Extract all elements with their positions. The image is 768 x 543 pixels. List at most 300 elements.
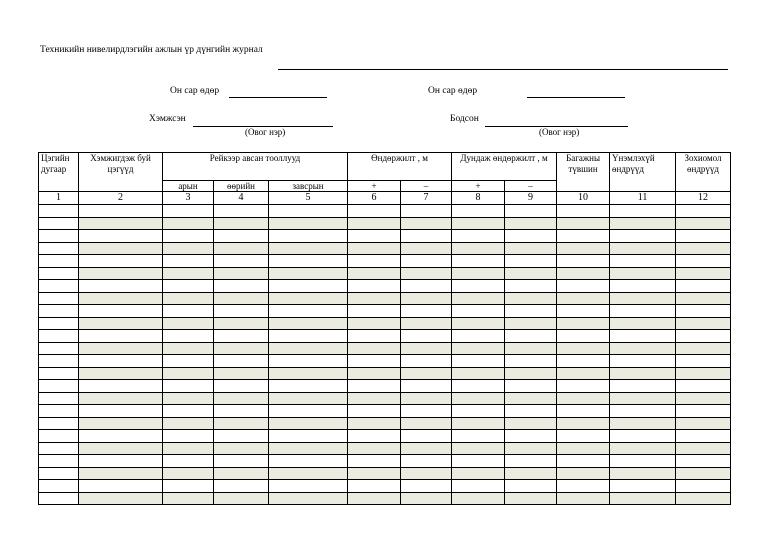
- table-cell[interactable]: [452, 405, 505, 418]
- table-row: [39, 292, 731, 305]
- table-cell[interactable]: [610, 380, 676, 393]
- table-cell[interactable]: [557, 480, 610, 493]
- table-cell[interactable]: [348, 367, 401, 380]
- table-cell[interactable]: [452, 467, 505, 480]
- table-cell[interactable]: [348, 355, 401, 368]
- table-cell[interactable]: [163, 230, 214, 243]
- table-cell[interactable]: [163, 467, 214, 480]
- table-cell[interactable]: [505, 417, 557, 430]
- table-cell[interactable]: [269, 242, 348, 255]
- table-cell[interactable]: [610, 255, 676, 268]
- table-cell[interactable]: [163, 217, 214, 230]
- table-cell[interactable]: [163, 255, 214, 268]
- table-cell[interactable]: [401, 342, 452, 355]
- table-cell[interactable]: [348, 405, 401, 418]
- table-cell[interactable]: [79, 380, 163, 393]
- table-cell[interactable]: [676, 217, 731, 230]
- table-cell[interactable]: [269, 380, 348, 393]
- table-cell[interactable]: [610, 292, 676, 305]
- table-cell[interactable]: [79, 205, 163, 218]
- table-cell[interactable]: [163, 480, 214, 493]
- table-cell[interactable]: [557, 242, 610, 255]
- table-cell[interactable]: [401, 330, 452, 343]
- table-cell[interactable]: [557, 367, 610, 380]
- table-cell[interactable]: [557, 455, 610, 468]
- date-field-right[interactable]: [527, 97, 625, 98]
- header-corrected-heights: Үнэмлэхүй өндрүүд: [610, 153, 676, 192]
- compiled-signature-note: (Овог нэр): [539, 127, 580, 137]
- table-cell[interactable]: [452, 317, 505, 330]
- table-cell[interactable]: [557, 342, 610, 355]
- table-cell[interactable]: [401, 217, 452, 230]
- table-cell[interactable]: [163, 242, 214, 255]
- table-cell[interactable]: [676, 255, 731, 268]
- table-cell[interactable]: [505, 380, 557, 393]
- table-cell[interactable]: [79, 267, 163, 280]
- table-cell[interactable]: [269, 230, 348, 243]
- table-cell[interactable]: [214, 230, 269, 243]
- table-cell[interactable]: [214, 467, 269, 480]
- table-cell[interactable]: [557, 442, 610, 455]
- table-cell[interactable]: [401, 317, 452, 330]
- table-cell[interactable]: [163, 367, 214, 380]
- table-cell[interactable]: [79, 455, 163, 468]
- table-cell[interactable]: [348, 480, 401, 493]
- table-cell[interactable]: [214, 280, 269, 293]
- table-cell[interactable]: [505, 230, 557, 243]
- table-cell[interactable]: [214, 317, 269, 330]
- table-cell[interactable]: [269, 205, 348, 218]
- table-cell[interactable]: [452, 380, 505, 393]
- table-cell[interactable]: [269, 405, 348, 418]
- table-cell[interactable]: [269, 267, 348, 280]
- table-cell[interactable]: [214, 355, 269, 368]
- table-cell[interactable]: [505, 217, 557, 230]
- table-cell[interactable]: [401, 480, 452, 493]
- table-cell[interactable]: [610, 342, 676, 355]
- table-cell[interactable]: [39, 380, 79, 393]
- table-cell[interactable]: [79, 355, 163, 368]
- table-cell[interactable]: [676, 430, 731, 443]
- table-cell[interactable]: [348, 442, 401, 455]
- table-cell[interactable]: [39, 455, 79, 468]
- table-cell[interactable]: [163, 292, 214, 305]
- table-cell[interactable]: [452, 455, 505, 468]
- table-cell[interactable]: [505, 442, 557, 455]
- table-cell[interactable]: [557, 467, 610, 480]
- table-cell[interactable]: [79, 467, 163, 480]
- table-cell[interactable]: [610, 367, 676, 380]
- table-cell[interactable]: [452, 242, 505, 255]
- table-cell[interactable]: [79, 405, 163, 418]
- table-cell[interactable]: [39, 230, 79, 243]
- table-cell[interactable]: [676, 392, 731, 405]
- table-cell[interactable]: [676, 355, 731, 368]
- table-cell[interactable]: [557, 205, 610, 218]
- table-cell[interactable]: [39, 417, 79, 430]
- table-cell[interactable]: [214, 305, 269, 318]
- table-cell[interactable]: [557, 255, 610, 268]
- table-cell[interactable]: [163, 380, 214, 393]
- table-cell[interactable]: [676, 267, 731, 280]
- table-cell[interactable]: [505, 430, 557, 443]
- table-cell[interactable]: [269, 442, 348, 455]
- table-cell[interactable]: [452, 217, 505, 230]
- table-row: [39, 367, 731, 380]
- table-cell[interactable]: [676, 230, 731, 243]
- table-cell[interactable]: [214, 430, 269, 443]
- table-cell[interactable]: [505, 255, 557, 268]
- table-cell[interactable]: [39, 355, 79, 368]
- table-cell[interactable]: [401, 242, 452, 255]
- table-cell[interactable]: [505, 280, 557, 293]
- table-cell[interactable]: [163, 280, 214, 293]
- table-cell[interactable]: [269, 280, 348, 293]
- table-cell[interactable]: [452, 267, 505, 280]
- table-cell[interactable]: [79, 342, 163, 355]
- table-cell[interactable]: [505, 292, 557, 305]
- table-cell[interactable]: [452, 280, 505, 293]
- table-cell[interactable]: [269, 355, 348, 368]
- table-cell[interactable]: [269, 342, 348, 355]
- table-cell[interactable]: [39, 405, 79, 418]
- table-cell[interactable]: [348, 380, 401, 393]
- table-cell[interactable]: [676, 342, 731, 355]
- table-cell[interactable]: [163, 305, 214, 318]
- table-cell[interactable]: [676, 305, 731, 318]
- measured-signature-note: (Овог нэр): [245, 127, 286, 137]
- table-cell[interactable]: [676, 280, 731, 293]
- table-cell[interactable]: [214, 480, 269, 493]
- table-cell[interactable]: [214, 292, 269, 305]
- table-cell[interactable]: [348, 242, 401, 255]
- table-cell[interactable]: [348, 430, 401, 443]
- table-cell[interactable]: [39, 367, 79, 380]
- table-cell[interactable]: [557, 330, 610, 343]
- table-cell[interactable]: [557, 392, 610, 405]
- table-cell[interactable]: [214, 492, 269, 505]
- table-cell[interactable]: [348, 267, 401, 280]
- table-cell[interactable]: [39, 442, 79, 455]
- table-cell[interactable]: [163, 330, 214, 343]
- table-cell[interactable]: [39, 305, 79, 318]
- table-cell[interactable]: [505, 242, 557, 255]
- table-cell[interactable]: [401, 492, 452, 505]
- table-cell[interactable]: [401, 367, 452, 380]
- table-cell[interactable]: [676, 455, 731, 468]
- table-cell[interactable]: [269, 330, 348, 343]
- table-cell[interactable]: [452, 442, 505, 455]
- table-cell[interactable]: [348, 305, 401, 318]
- table-cell[interactable]: [676, 292, 731, 305]
- table-cell[interactable]: [348, 455, 401, 468]
- table-cell[interactable]: [348, 205, 401, 218]
- table-cell[interactable]: [79, 217, 163, 230]
- date-field-left[interactable]: [229, 97, 327, 98]
- table-cell[interactable]: [348, 280, 401, 293]
- table-cell[interactable]: [214, 442, 269, 455]
- table-cell[interactable]: [348, 330, 401, 343]
- table-cell[interactable]: [452, 492, 505, 505]
- table-cell[interactable]: [610, 280, 676, 293]
- table-cell[interactable]: [676, 492, 731, 505]
- table-cell[interactable]: [452, 355, 505, 368]
- table-cell[interactable]: [505, 492, 557, 505]
- table-cell[interactable]: [505, 467, 557, 480]
- table-cell[interactable]: [401, 405, 452, 418]
- table-cell[interactable]: [269, 467, 348, 480]
- table-cell[interactable]: [79, 255, 163, 268]
- table-cell[interactable]: [505, 330, 557, 343]
- table-cell[interactable]: [676, 317, 731, 330]
- table-cell[interactable]: [610, 467, 676, 480]
- table-cell[interactable]: [348, 255, 401, 268]
- table-cell[interactable]: [452, 255, 505, 268]
- table-cell[interactable]: [39, 342, 79, 355]
- table-cell[interactable]: [401, 230, 452, 243]
- table-cell[interactable]: [505, 317, 557, 330]
- table-cell[interactable]: [401, 417, 452, 430]
- table-cell[interactable]: [348, 467, 401, 480]
- table-cell[interactable]: [505, 405, 557, 418]
- table-cell[interactable]: [79, 242, 163, 255]
- table-cell[interactable]: [79, 430, 163, 443]
- table-cell[interactable]: [676, 380, 731, 393]
- table-cell[interactable]: [401, 292, 452, 305]
- table-cell[interactable]: [505, 305, 557, 318]
- table-cell[interactable]: [401, 280, 452, 293]
- table-cell[interactable]: [269, 417, 348, 430]
- table-cell[interactable]: [39, 467, 79, 480]
- table-cell[interactable]: [163, 442, 214, 455]
- table-cell[interactable]: [269, 392, 348, 405]
- table-cell[interactable]: [214, 380, 269, 393]
- table-cell[interactable]: [610, 405, 676, 418]
- table-cell[interactable]: [401, 392, 452, 405]
- table-cell[interactable]: [348, 392, 401, 405]
- table-cell[interactable]: [269, 317, 348, 330]
- table-cell[interactable]: [39, 217, 79, 230]
- table-cell[interactable]: [610, 205, 676, 218]
- table-cell[interactable]: [452, 230, 505, 243]
- table-cell[interactable]: [505, 480, 557, 493]
- table-cell[interactable]: [39, 242, 79, 255]
- table-cell[interactable]: [348, 292, 401, 305]
- table-cell[interactable]: [676, 330, 731, 343]
- table-cell[interactable]: [79, 392, 163, 405]
- table-cell[interactable]: [505, 367, 557, 380]
- table-cell[interactable]: [163, 317, 214, 330]
- table-cell[interactable]: [557, 317, 610, 330]
- table-cell[interactable]: [505, 392, 557, 405]
- table-cell[interactable]: [163, 342, 214, 355]
- table-cell[interactable]: [79, 442, 163, 455]
- table-cell[interactable]: [505, 205, 557, 218]
- table-cell[interactable]: [348, 417, 401, 430]
- table-cell[interactable]: [401, 467, 452, 480]
- table-cell[interactable]: [214, 367, 269, 380]
- table-cell[interactable]: [348, 317, 401, 330]
- table-cell[interactable]: [557, 267, 610, 280]
- header-height-plus: +: [348, 181, 401, 192]
- table-cell[interactable]: [269, 305, 348, 318]
- table-cell[interactable]: [401, 255, 452, 268]
- table-cell[interactable]: [79, 305, 163, 318]
- table-cell[interactable]: [610, 442, 676, 455]
- table-cell[interactable]: [401, 355, 452, 368]
- table-cell[interactable]: [610, 492, 676, 505]
- table-cell[interactable]: [610, 430, 676, 443]
- table-cell[interactable]: [505, 342, 557, 355]
- table-cell[interactable]: [557, 492, 610, 505]
- table-cell[interactable]: [163, 392, 214, 405]
- table-cell[interactable]: [39, 392, 79, 405]
- table-cell[interactable]: [348, 230, 401, 243]
- table-cell[interactable]: [348, 342, 401, 355]
- table-cell[interactable]: [452, 480, 505, 493]
- table-cell[interactable]: [452, 417, 505, 430]
- table-cell[interactable]: [39, 430, 79, 443]
- table-cell[interactable]: [269, 430, 348, 443]
- table-cell[interactable]: [39, 267, 79, 280]
- table-cell[interactable]: [676, 242, 731, 255]
- table-cell[interactable]: [79, 292, 163, 305]
- table-cell[interactable]: [557, 417, 610, 430]
- table-cell[interactable]: [214, 392, 269, 405]
- table-cell[interactable]: [676, 467, 731, 480]
- table-cell[interactable]: [452, 330, 505, 343]
- table-cell[interactable]: [348, 492, 401, 505]
- table-cell[interactable]: [676, 417, 731, 430]
- table-cell[interactable]: [401, 430, 452, 443]
- table-cell[interactable]: [610, 305, 676, 318]
- table-cell[interactable]: [452, 430, 505, 443]
- table-cell[interactable]: [163, 455, 214, 468]
- table-cell[interactable]: [610, 455, 676, 468]
- table-cell[interactable]: [557, 305, 610, 318]
- table-cell[interactable]: [39, 317, 79, 330]
- table-cell[interactable]: [557, 355, 610, 368]
- table-cell[interactable]: [214, 455, 269, 468]
- table-cell[interactable]: [557, 380, 610, 393]
- table-cell[interactable]: [214, 417, 269, 430]
- table-cell[interactable]: [79, 280, 163, 293]
- table-cell[interactable]: [610, 355, 676, 368]
- table-cell[interactable]: [557, 292, 610, 305]
- table-cell[interactable]: [214, 267, 269, 280]
- table-cell[interactable]: [214, 217, 269, 230]
- table-cell[interactable]: [269, 255, 348, 268]
- table-cell[interactable]: [452, 367, 505, 380]
- table-cell[interactable]: [39, 280, 79, 293]
- table-cell[interactable]: [505, 455, 557, 468]
- table-cell[interactable]: [79, 330, 163, 343]
- table-cell[interactable]: [79, 367, 163, 380]
- table-cell[interactable]: [269, 217, 348, 230]
- table-cell[interactable]: [163, 405, 214, 418]
- table-cell[interactable]: [610, 480, 676, 493]
- table-cell[interactable]: [452, 342, 505, 355]
- table-cell[interactable]: [452, 392, 505, 405]
- table-cell[interactable]: [163, 417, 214, 430]
- table-cell[interactable]: [214, 330, 269, 343]
- table-cell[interactable]: [452, 205, 505, 218]
- table-cell[interactable]: [610, 417, 676, 430]
- table-cell[interactable]: [79, 492, 163, 505]
- table-cell[interactable]: [79, 417, 163, 430]
- table-cell[interactable]: [269, 492, 348, 505]
- table-cell[interactable]: [163, 430, 214, 443]
- table-cell[interactable]: [557, 430, 610, 443]
- table-cell[interactable]: [676, 405, 731, 418]
- table-cell[interactable]: [163, 492, 214, 505]
- table-cell[interactable]: [79, 230, 163, 243]
- table-cell[interactable]: [39, 492, 79, 505]
- table-row: [39, 217, 731, 230]
- table-cell[interactable]: [214, 242, 269, 255]
- table-cell[interactable]: [676, 367, 731, 380]
- table-cell[interactable]: [401, 455, 452, 468]
- table-cell[interactable]: [610, 317, 676, 330]
- table-cell[interactable]: [39, 292, 79, 305]
- table-row: [39, 455, 731, 468]
- table-cell[interactable]: [676, 480, 731, 493]
- table-cell[interactable]: [163, 355, 214, 368]
- table-cell[interactable]: [348, 217, 401, 230]
- table-cell[interactable]: [269, 455, 348, 468]
- table-cell[interactable]: [269, 292, 348, 305]
- table-row: [39, 342, 731, 355]
- table-cell[interactable]: [214, 205, 269, 218]
- table-cell[interactable]: [401, 442, 452, 455]
- table-cell[interactable]: [610, 242, 676, 255]
- table-cell[interactable]: [557, 280, 610, 293]
- table-cell[interactable]: [269, 367, 348, 380]
- table-cell[interactable]: [214, 342, 269, 355]
- table-cell[interactable]: [452, 292, 505, 305]
- table-cell[interactable]: [269, 480, 348, 493]
- table-cell[interactable]: [79, 480, 163, 493]
- table-cell[interactable]: [401, 267, 452, 280]
- table-cell[interactable]: [610, 267, 676, 280]
- table-cell[interactable]: [610, 217, 676, 230]
- table-cell[interactable]: [610, 330, 676, 343]
- table-cell[interactable]: [452, 305, 505, 318]
- table-cell[interactable]: [505, 267, 557, 280]
- table-cell[interactable]: [401, 205, 452, 218]
- table-cell[interactable]: [214, 405, 269, 418]
- table-cell[interactable]: [610, 230, 676, 243]
- table-cell[interactable]: [39, 255, 79, 268]
- table-cell[interactable]: [505, 355, 557, 368]
- table-cell[interactable]: [163, 205, 214, 218]
- table-cell[interactable]: [676, 442, 731, 455]
- table-cell[interactable]: [214, 255, 269, 268]
- table-cell[interactable]: [676, 205, 731, 218]
- table-cell[interactable]: [39, 205, 79, 218]
- table-cell[interactable]: [557, 405, 610, 418]
- table-cell[interactable]: [557, 230, 610, 243]
- table-cell[interactable]: [557, 217, 610, 230]
- table-cell[interactable]: [610, 392, 676, 405]
- title-underline: [278, 69, 728, 70]
- table-cell[interactable]: [39, 330, 79, 343]
- table-cell[interactable]: [79, 317, 163, 330]
- table-cell[interactable]: [401, 380, 452, 393]
- table-cell[interactable]: [401, 305, 452, 318]
- table-cell[interactable]: [39, 480, 79, 493]
- table-cell[interactable]: [163, 267, 214, 280]
